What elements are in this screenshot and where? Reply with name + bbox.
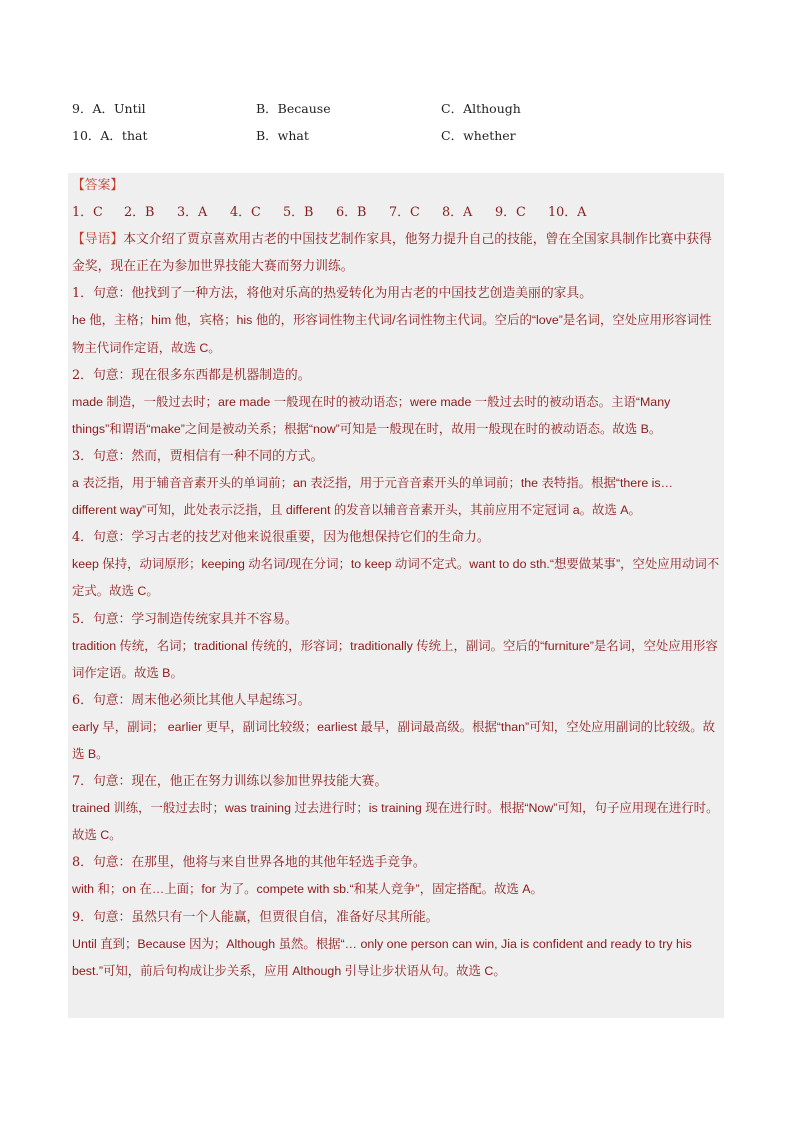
option-row-9 <box>72 94 722 121</box>
guide-paragraph <box>72 226 720 280</box>
answer-key: 4．C <box>230 205 261 221</box>
option-9-c: C．Although <box>441 100 521 116</box>
item-7-explanation: trained 训练，一般过去时；was training 过去进行时；is training 现在进行时。根据“Now”可知，句子应用现在进行时。故选 C。 <box>72 801 719 843</box>
answer-key: 5．B <box>283 205 314 221</box>
item-4-meaning: 4．句意：学习古老的技艺对他来说很重要，因为他想保持它们的生命力。 <box>72 530 490 546</box>
item-5-explanation: tradition 传统，名词；traditional 传统的，形容词；traditionally 传统上，副词。空后的“furniture”是名词，空处应用形容词作定语。故选 B。 <box>72 638 718 680</box>
guide-label: 【导语】 <box>72 232 124 248</box>
option-9-b: B．Because <box>256 100 331 116</box>
option-10-c: C．whether <box>441 127 516 143</box>
answer-key: 8．A <box>442 205 473 221</box>
answer-key: 2．B <box>124 205 155 221</box>
option-10-b: B．what <box>256 127 309 143</box>
item-2-explanation: made 制造，一般过去时；are made 一般现在时的被动语态；were made 一般过去时的被动语态。主语“Many things”和谓语“make”之间是被动关系；根据“now”可知是一般现在时，故用一般现在时的被动语态。故选 B。 <box>72 394 671 436</box>
option-9-a: 9．A．Until <box>72 100 146 116</box>
answer-keys <box>72 199 720 226</box>
item-5-meaning: 5．句意：学习制造传统家具并不容易。 <box>72 611 298 627</box>
item-3-explanation: a 表泛指，用于辅音音素开头的单词前；an 表泛指，用于元音音素开头的单词前；the 表特指。根据“there is… different way”可知，此处表示泛指，且 different 的发音以辅音音素开头，其前应用不定冠词 a。故选 A。 <box>72 476 673 518</box>
answer-key: 10．A <box>548 205 587 221</box>
item-9-explanation: Until 直到；Because 因为；Although 虽然。根据“… only one person can win, Jia is confident and ready to try his best.”可知，前后句构成让步关系，应用 Although 引导让步状语从句。故选 C。 <box>72 936 692 978</box>
item-7-meaning: 7．句意：现在，他正在努力训练以参加世界技能大赛。 <box>72 774 388 790</box>
item-6-meaning: 6．句意：周末他必须比其他人早起练习。 <box>72 692 311 708</box>
guide-text: 本文介绍了贾京喜欢用古老的中国技艺制作家具，他努力提升自己的技能，曾在全国家具制作比赛中获得金奖，现在正在为参加世界技能大赛而努力训练。 <box>72 232 712 275</box>
item-2-meaning: 2．句意：现在很多东西都是机器制造的。 <box>72 367 311 383</box>
answer-key: 6．B <box>336 205 367 221</box>
item-8-explanation: with 和；on 在…上面；for 为了。compete with sb.“和某人竞争”，固定搭配。故选 A。 <box>72 882 543 897</box>
item-1-meaning: 1．句意：他找到了一种方法，将他对乐高的热爱转化为用古老的中国技艺创造美丽的家具。 <box>72 286 593 302</box>
answer-key: 9．C <box>495 205 526 221</box>
answer-key: 7．C <box>389 205 420 221</box>
option-row-10 <box>72 121 722 148</box>
options-block <box>72 94 722 148</box>
answer-key: 3．A <box>177 205 208 221</box>
option-10-a: 10．A．that <box>72 127 148 143</box>
item-9-meaning: 9．句意：虽然只有一个人能赢，但贾很自信，准备好尽其所能。 <box>72 909 439 925</box>
answer-header: 【答案】 <box>72 178 124 193</box>
item-3-meaning: 3．句意：然而，贾相信有一种不同的方式。 <box>72 448 324 464</box>
item-8-meaning: 8．句意：在那里，他将与来自世界各地的其他年轻选手竞争。 <box>72 855 426 871</box>
answer-key: 1．C <box>72 205 103 221</box>
item-4-explanation: keep 保持，动词原形；keeping 动名词/现在分词；to keep 动词不定式。want to do sth.“想要做某事”，空处应用动词不定式。故选 C。 <box>72 557 720 599</box>
answer-section <box>72 172 720 985</box>
item-1-explanation: he 他，主格；him 他，宾格；his 他的，形容词性物主代词/名词性物主代词。空后的“love”是名词，空处应用形容词性物主代词作定语，故选 C。 <box>72 313 712 355</box>
item-6-explanation: early 早，副词； earlier 更早，副词比较级；earliest 最早，副词最高级。根据“than”可知，空处应用副词的比较级。故选 B。 <box>72 719 715 761</box>
